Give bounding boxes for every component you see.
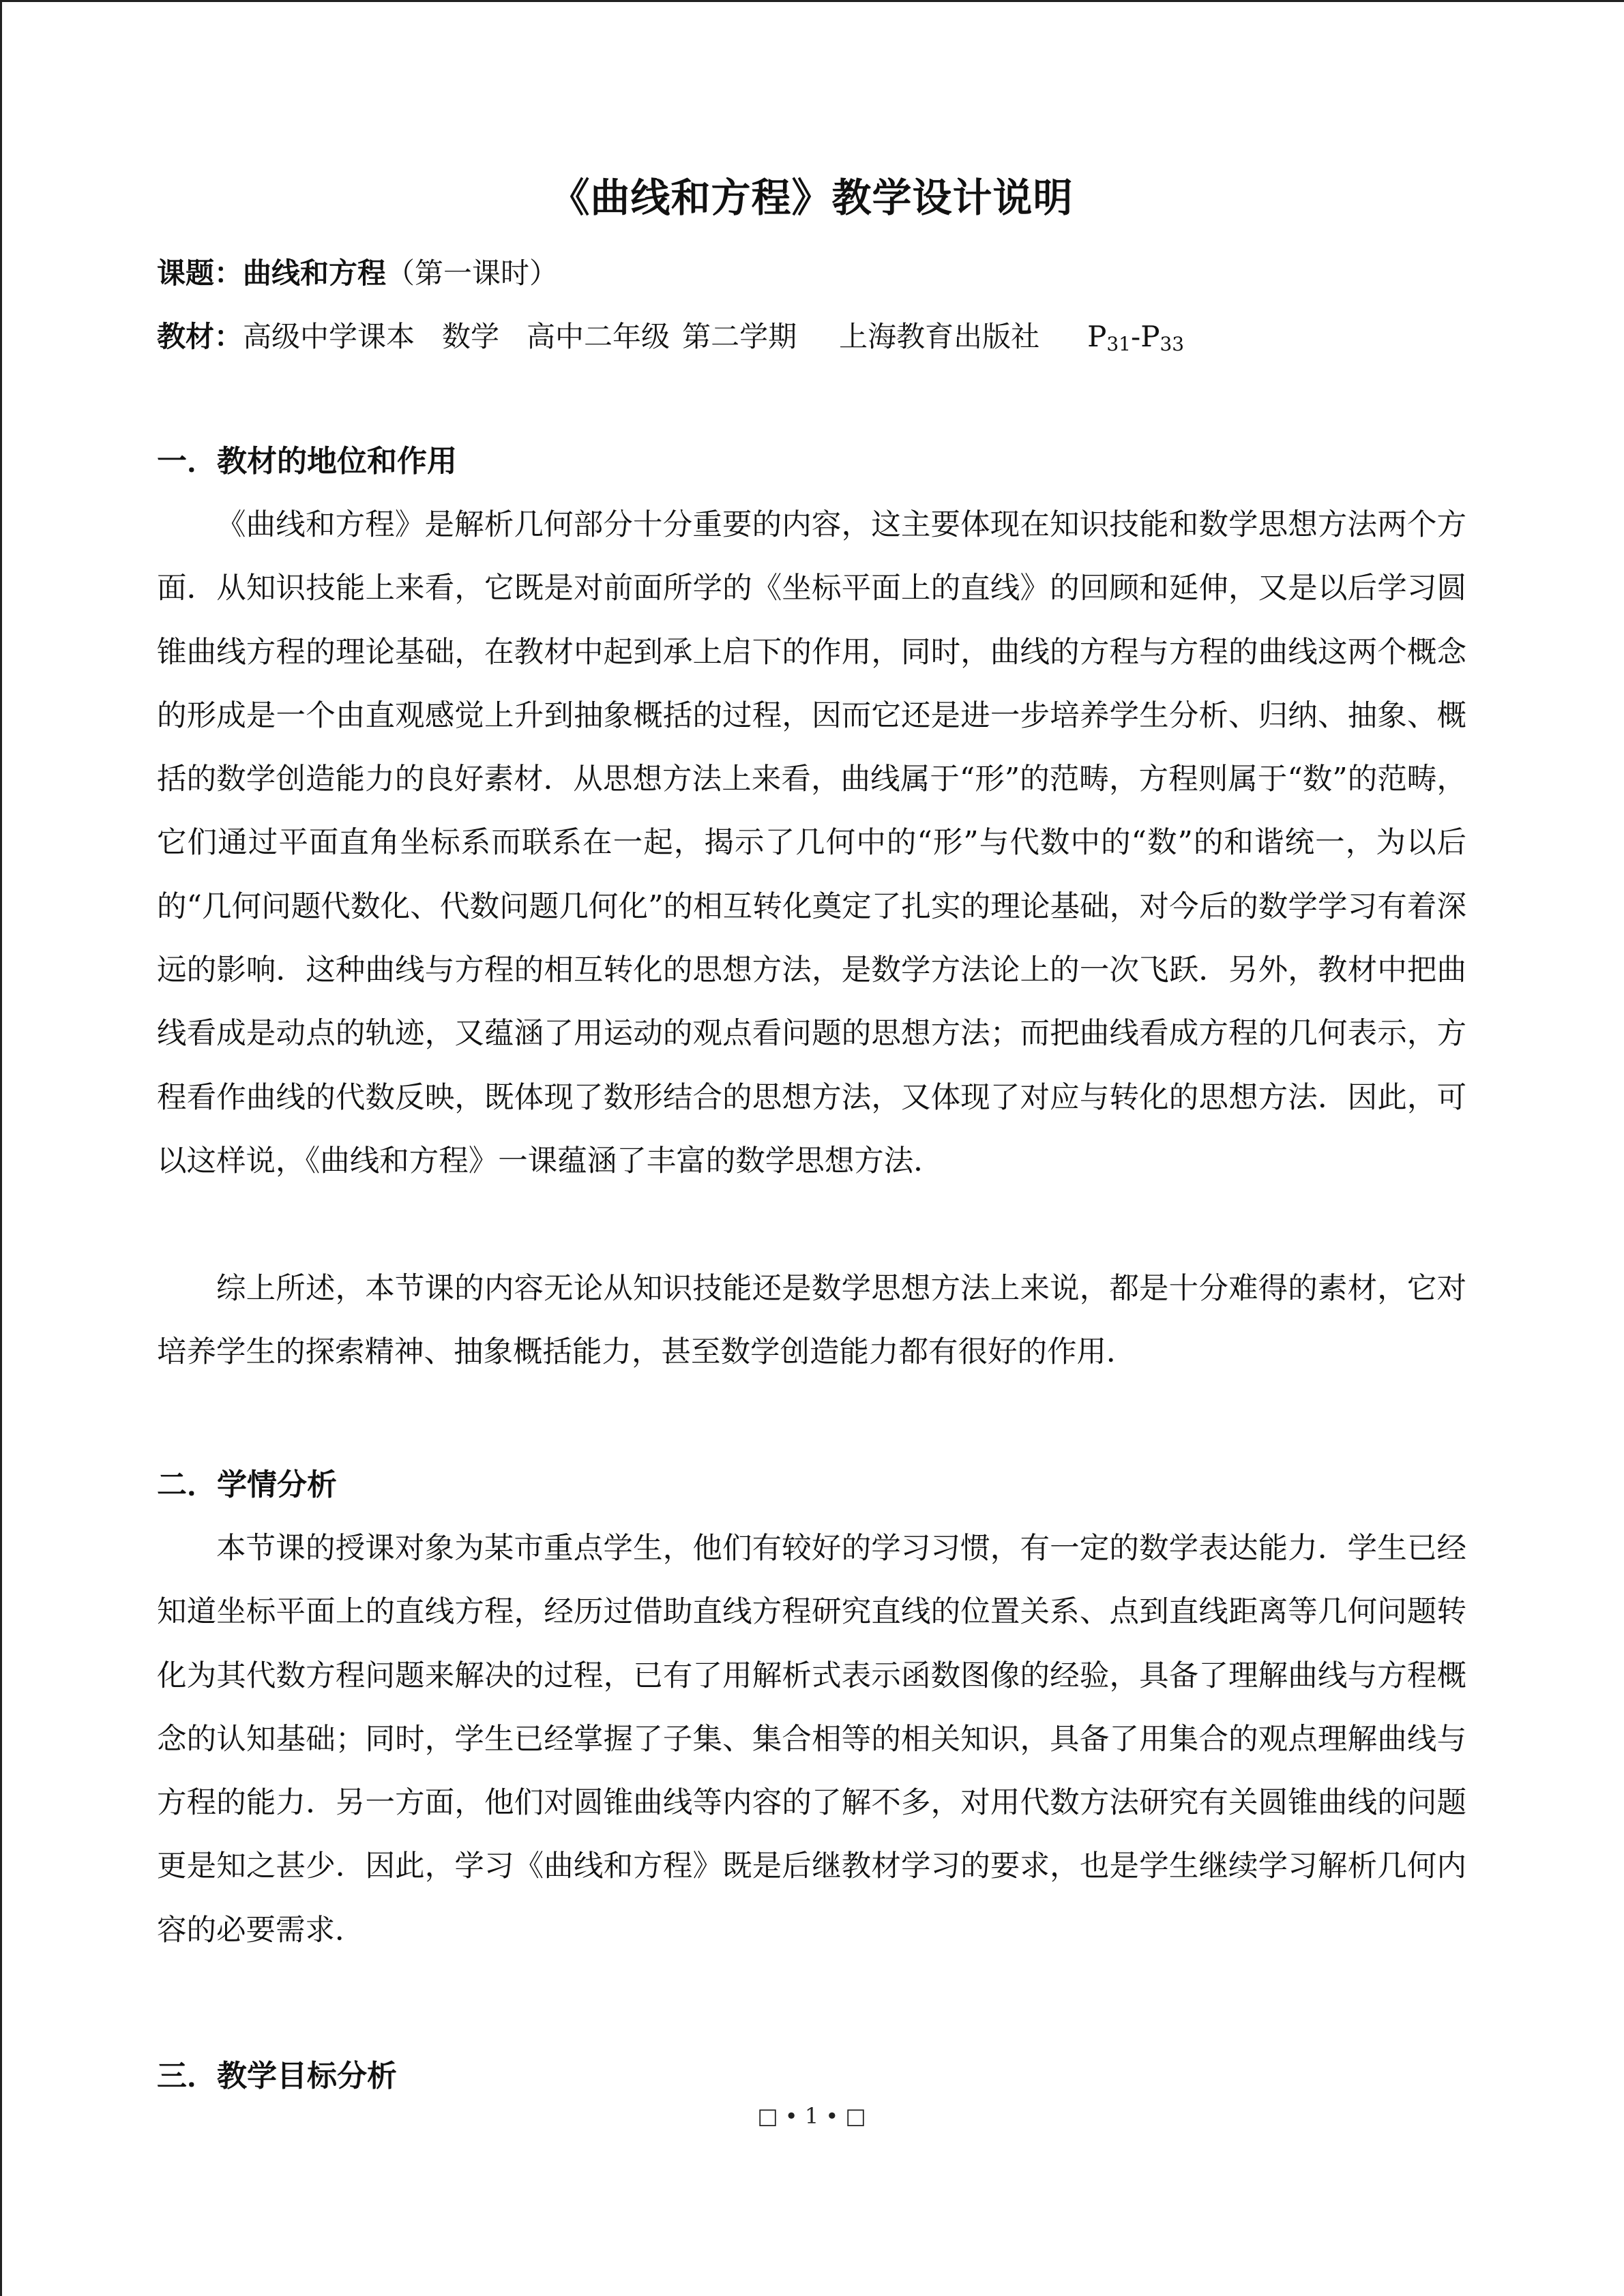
textbook-term: 第二学期 [682,320,797,353]
section-1-paragraph-1: 《曲线和方程》是解析几何部分十分重要的内容，这主要体现在知识技能和数学思想方法两个方面．从知识技能上来看，它既是对前面所学的《坐标平面上的直线》的回顾和延伸，又是以后学习圆锥曲线方程的理论基础，在教材中起到承上启下的作用，同时，曲线的方程与方程的曲线这两个概念的形成是一个由直观感觉上升到抽象概括的过程，因而它还是进一步培养学生分析、归纳、抽象、概括的数学创造能力的良好素材．从思想方法上来看，曲线属于“形”的范畴，方程则属于“数”的范畴，它们通过平面直角坐标系而联系在一起，揭示了几何中的“形”与代数中的“数”的和谐统一，为以后的“几何问题代数化、代数问题几何化”的相互转化奠定了扎实的理论基础，对今后的数学学习有着深远的影响．这种曲线与方程的相互转化的思想方法，是数学方法论上的一次飞跃．另外，教材中把曲线看成是动点的轨迹，又蕴涵了用运动的观点看问题的思想方法；而把曲线看成方程的几何表示，方程看作曲线的代数反映，既体现了数形结合的思想方法，又体现了对应与转化的思想方法．因此，可以这样说，《曲线和方程》一课蕴涵了丰富的数学思想方法． [157,508,1466,1178]
topic-label: 课题： [157,256,243,290]
textbook-grade: 高中二年级 [527,320,670,353]
textbook-publisher: 上海教育出版社 [839,320,1040,353]
topic-value: 曲线和方程 [243,256,387,290]
page-number-footer: □ • 1 • □ [757,2103,866,2129]
textbook-label: 教材： [157,320,243,353]
textbook-pages: $P_{31}-P_{33}$ [1087,320,1185,355]
topic-note: （第一课时） [386,256,559,290]
document-title: 《曲线和方程》教学设计说明 [550,175,1074,221]
section-heading-2: 二．学情分析 [157,1467,337,1502]
page-frame-top [0,0,1624,2]
textbook-book: 高级中学课本 [243,320,415,353]
section-1-paragraph-2: 综上所述，本节课的内容无论从知识技能还是数学思想方法上来说，都是十分难得的素材，它对培养学生的探索精神、抽象概括能力，甚至数学创造能力都有很好的作用． [157,1272,1466,1370]
textbook-line [157,316,1184,357]
section-heading-1: 一．教材的地位和作用 [157,444,457,479]
textbook-subject: 数学 [442,320,500,353]
topic-line [157,253,558,294]
section-heading-3: 三．教学目标分析 [157,2059,397,2093]
page-frame-left [0,0,2,2296]
section-2-paragraph-1: 本节课的授课对象为某市重点学生，他们有较好的学习习惯，有一定的数学表达能力．学生已经知道坐标平面上的直线方程，经历过借助直线方程研究直线的位置关系、点到直线距离等几何问题转化为其代数方程问题来解决的过程，已有了用解析式表示函数图像的经验，具备了理解曲线与方程概念的认知基础；同时，学生已经掌握了子集、集合相等的相关知识，具备了用集合的观点理解曲线与方程的能力．另一方面，他们对圆锥曲线等内容的了解不多，对用代数方法研究有关圆锥曲线的问题更是知之甚少．因此，学习《曲线和方程》既是后继教材学习的要求，也是学生继续学习解析几何内容的必要需求． [157,1532,1466,1948]
